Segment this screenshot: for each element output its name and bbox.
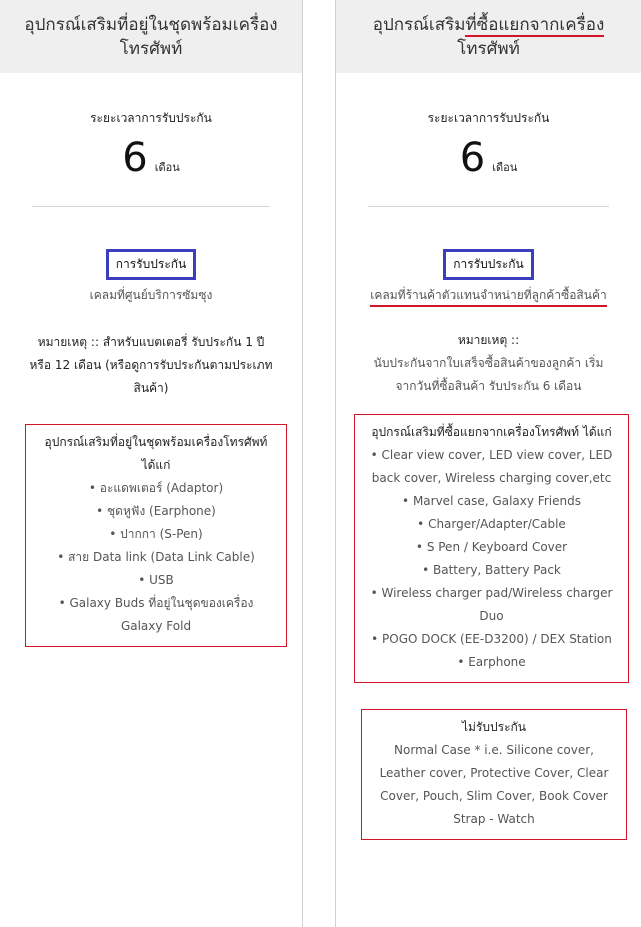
list-item: • Clear view cover, LED view cover, LED back cover, Wireless charging cover,etc xyxy=(370,448,613,485)
separate-accessories-box xyxy=(354,414,629,683)
warranty-period xyxy=(336,136,641,182)
box-title: อุปกรณ์เสริมที่ซื้อแยกจากเครื่องโทรศัพท์ ได้แก่ xyxy=(371,425,612,439)
column-title-part: โทรศัพท์ xyxy=(457,38,520,59)
warranty-note xyxy=(336,329,641,398)
list-item: • Wireless charger pad/Wireless charger Duo xyxy=(370,586,613,623)
column-header xyxy=(0,0,302,73)
list-item: • ชุดหูฟัง (Earphone) xyxy=(96,504,216,518)
warranty-title: การรับประกัน xyxy=(106,249,197,280)
not-covered-list: Normal Case * i.e. Silicone cover, Leather cover, Protective Cover, Clear Cover, Pouch, Slim Cover, Book Cover Strap - Watch xyxy=(379,743,609,826)
box-title: ไม่รับประกัน xyxy=(462,720,526,734)
column-title-highlight: ที่ซื้อแยกจากเครื่อง xyxy=(465,14,605,35)
included-accessories-column xyxy=(0,0,303,927)
warranty-note: หมายเหตุ :: สำหรับแบตเตอรี่ รับประกัน 1 ปี หรือ 12 เดือน (หรือดูการรับประกันตามประเภทสินค้า) xyxy=(29,335,273,395)
column-header xyxy=(336,0,641,73)
warranty-claim-text: เคลมที่ร้านค้าตัวแทนจำหน่ายที่ลูกค้าซื้อสินค้า xyxy=(370,288,606,307)
warranty-title: การรับประกัน xyxy=(443,249,534,280)
included-accessories-box xyxy=(25,424,287,647)
divider xyxy=(32,206,270,207)
list-item: • POGO DOCK (EE-D3200) / DEX Station xyxy=(371,632,612,646)
list-item: • สาย Data link (Data Link Cable) xyxy=(57,550,255,564)
warranty-claim-info xyxy=(336,286,641,305)
warranty-period-value: 6 xyxy=(459,135,486,181)
list-item: • USB xyxy=(138,573,174,587)
warranty-period-label: ระยะเวลาการรับประกัน xyxy=(90,111,212,125)
warranty-period-unit: เดือน xyxy=(492,161,518,174)
column-title xyxy=(352,13,625,61)
not-covered-box xyxy=(361,709,627,840)
column-title: อุปกรณ์เสริมที่อยู่ในชุดพร้อมเครื่องโทรศัพท์ xyxy=(24,14,278,59)
warranty-claim-info: เคลมที่ศูนย์บริการซัมซุง xyxy=(89,288,213,302)
list-item: • S Pen / Keyboard Cover xyxy=(415,540,568,554)
warranty-period-label: ระยะเวลาการรับประกัน xyxy=(427,111,550,125)
divider xyxy=(368,206,609,207)
list-item: • อะแดพเตอร์ (Adaptor) xyxy=(88,481,224,495)
warranty-period-unit: เดือน xyxy=(154,161,180,174)
column-title-part: อุปกรณ์เสริม xyxy=(372,14,466,35)
list-item: • ปากกา (S-Pen) xyxy=(109,527,203,541)
warranty-period-value: 6 xyxy=(122,135,148,181)
list-item: • Galaxy Buds ที่อยู่ในชุดของเครื่อง Galaxy Fold xyxy=(58,596,254,633)
note-heading: หมายเหตุ :: xyxy=(457,333,520,347)
warranty-period xyxy=(0,136,302,182)
note-body: นับประกันจากใบเสร็จซื้อสินค้าของลูกค้า เริ่มจากวันที่ซื้อสินค้า รับประกัน 6 เดือน xyxy=(373,356,604,393)
box-title: อุปกรณ์เสริมที่อยู่ในชุดพร้อมเครื่องโทรศัพท์ ได้แก่ xyxy=(44,435,268,472)
list-item: • Earphone xyxy=(457,655,526,669)
list-item: • Charger/Adapter/Cable xyxy=(417,517,566,531)
separate-accessories-column xyxy=(335,0,641,927)
list-item: • Marvel case, Galaxy Friends xyxy=(402,494,581,508)
list-item: • Battery, Battery Pack xyxy=(422,563,561,577)
